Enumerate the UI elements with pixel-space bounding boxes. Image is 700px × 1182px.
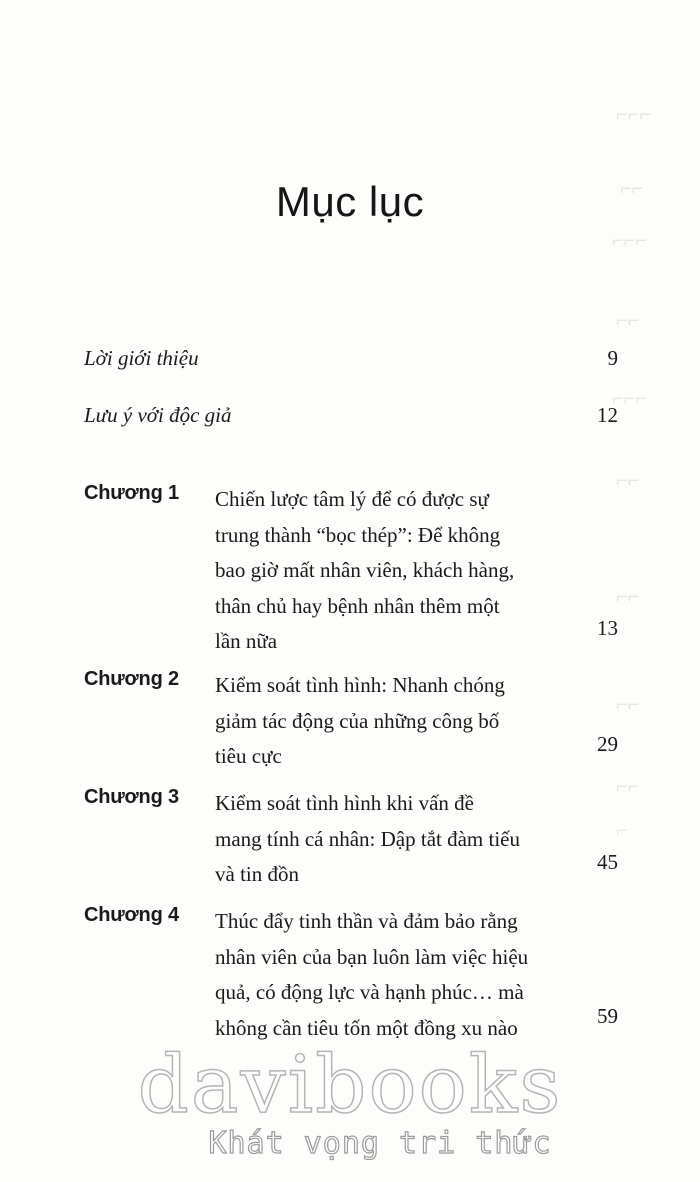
- chapter-title: [215, 904, 585, 1046]
- chapter-title-line: Kiểm soát tình hình: Nhanh chóng: [215, 673, 505, 697]
- bleed-through-mark: ⌐⌐: [616, 694, 640, 716]
- bleed-through-mark: ⌐⌐: [620, 178, 644, 200]
- page-title: Mục lục: [275, 178, 425, 225]
- watermark-logo: davibooks: [137, 1038, 563, 1131]
- bleed-through-mark: ⌐: [616, 820, 628, 842]
- chapter-title-line: không cần tiêu tốn một đồng xu nào: [215, 1015, 518, 1040]
- entry-page-number: 9: [607, 346, 618, 370]
- chapter-title-line: nhân viên của bạn luôn làm việc hiệu: [215, 944, 529, 969]
- front-matter-entry[interactable]: [84, 346, 618, 376]
- bleed-through-mark: ⌐⌐⌐: [612, 388, 648, 410]
- chapter-page-number: 13: [597, 616, 618, 640]
- chapter-number: Chương 3: [84, 786, 179, 808]
- entry-label: Lời giới thiệu: [84, 346, 199, 370]
- bleed-through-mark: ⌐⌐: [616, 310, 640, 332]
- chapter-entry[interactable]: [84, 668, 618, 778]
- bleed-through-mark: ⌐⌐: [616, 470, 640, 492]
- chapter-title-line: bao giờ mất nhân viên, khách hàng,: [215, 558, 515, 582]
- chapter-title: [215, 482, 585, 660]
- bleed-through-mark: ⌐⌐⌐: [612, 230, 648, 252]
- watermark-tagline: Khát vọng tri thức: [208, 1126, 552, 1161]
- chapter-title-line: Thúc đẩy tinh thần và đảm bảo rằng: [215, 909, 518, 933]
- watermark: [0, 1040, 700, 1161]
- chapter-number: Chương 4: [84, 904, 179, 926]
- bleed-through-mark: ⌐⌐⌐: [616, 104, 652, 126]
- chapter-title: [215, 786, 585, 893]
- chapter-number: Chương 1: [84, 482, 179, 504]
- bleed-through-mark: ⌐⌐: [616, 586, 640, 608]
- chapter-title-line: giảm tác động của những công bố: [215, 708, 500, 733]
- chapter-entry[interactable]: [84, 786, 618, 896]
- chapter-title-line: Kiểm soát tình hình khi vấn đề: [215, 791, 474, 815]
- chapter-title-line: Chiến lược tâm lý để có được sự: [215, 487, 489, 511]
- bleed-through-mark: ⌐⌐: [616, 776, 640, 798]
- entry-label: Lưu ý với độc giả: [84, 403, 232, 427]
- chapter-page-number: 59: [597, 1004, 618, 1028]
- entry-page-number: 12: [597, 403, 618, 427]
- chapter-title-line: và tin đồn: [215, 862, 299, 886]
- chapter-title-line: tiêu cực: [215, 744, 282, 768]
- chapter-entry[interactable]: [84, 482, 618, 662]
- chapter-title-line: trung thành “bọc thép”: Để không: [215, 522, 501, 547]
- chapter-page-number: 45: [597, 850, 618, 874]
- chapter-entry[interactable]: [84, 904, 618, 1049]
- chapter-title-line: lần nữa: [215, 629, 278, 653]
- chapter-page-number: 29: [597, 732, 618, 756]
- chapter-title: [215, 668, 585, 775]
- chapter-title-line: quả, có động lực và hạnh phúc… mà: [215, 980, 524, 1004]
- chapter-title-line: thân chủ hay bệnh nhân thêm một: [215, 593, 500, 618]
- chapter-number: Chương 2: [84, 668, 179, 690]
- chapter-title-line: mang tính cá nhân: Dập tắt đàm tiếu: [215, 826, 520, 851]
- front-matter-entry[interactable]: [84, 403, 618, 433]
